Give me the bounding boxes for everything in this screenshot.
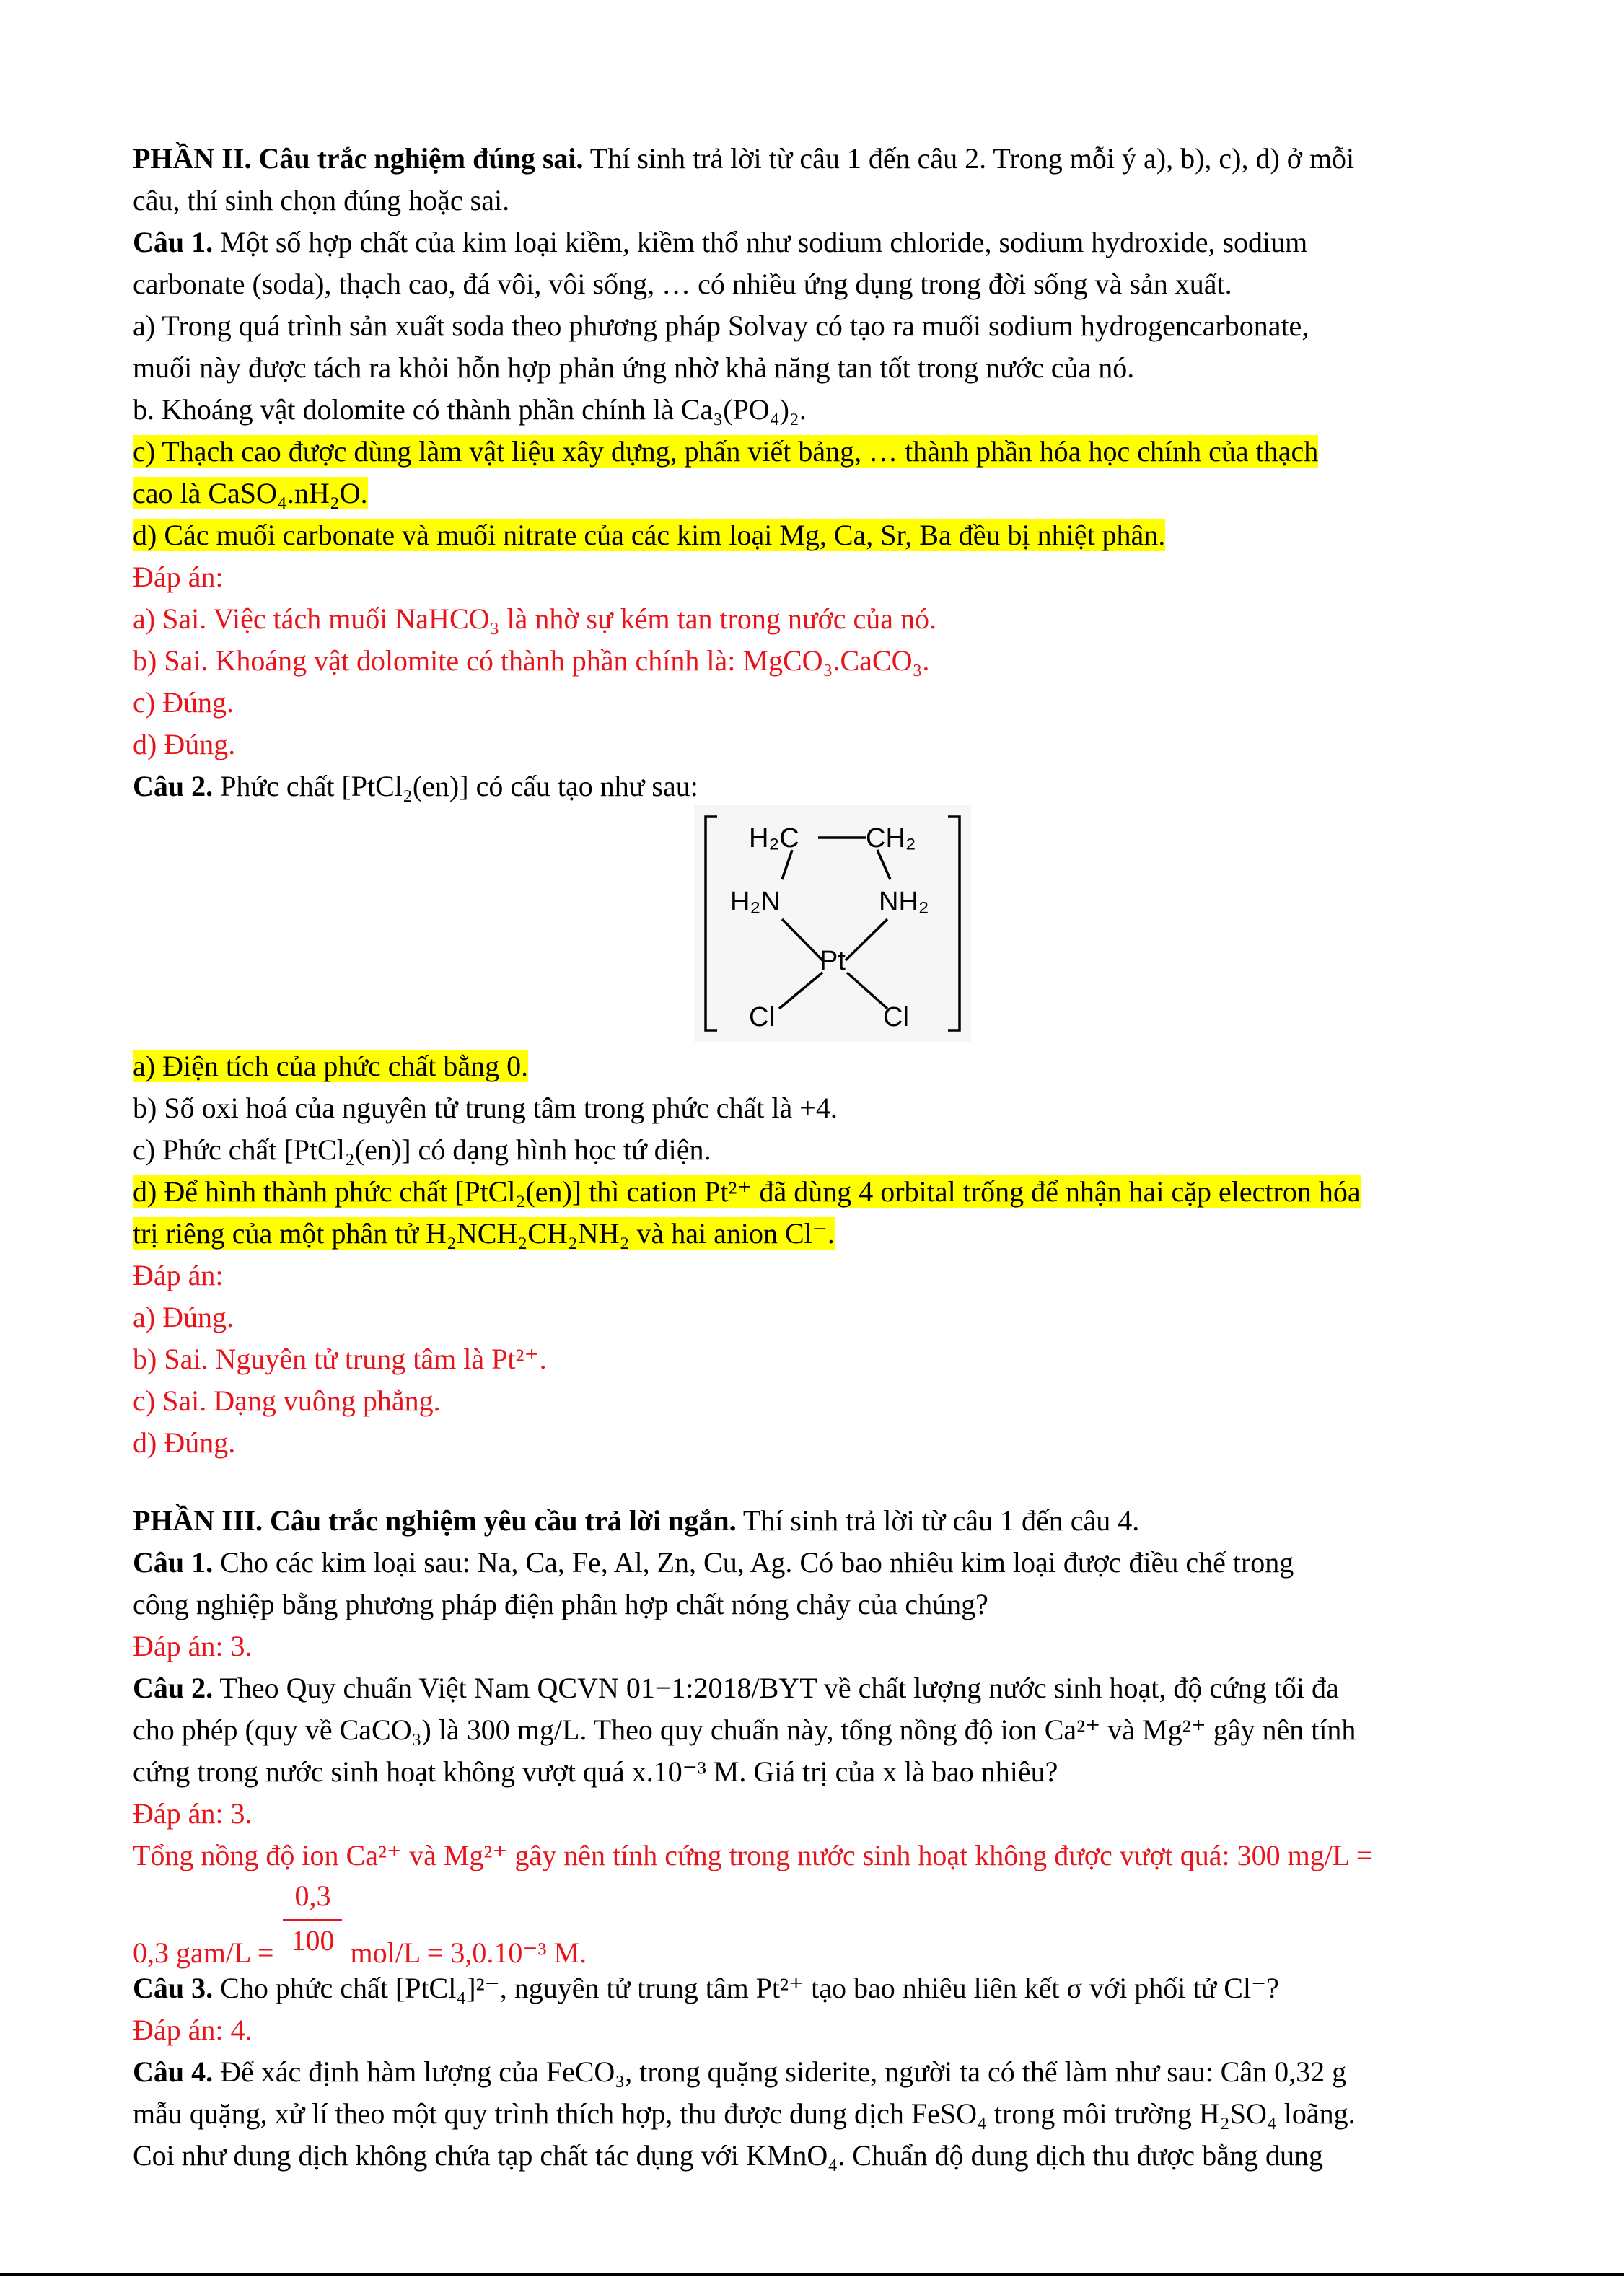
fraction-denominator: 100 xyxy=(291,1924,335,1957)
label-ch2: CH₂ xyxy=(866,823,916,854)
p3-q2-stem-line1 xyxy=(133,1669,1529,1710)
p3-q4-stem-line3: Coi như dung dịch không chứa tạp chất tác dụng với KMnO₄. Chuẩn độ dung dịch thu được bằng dung xyxy=(133,2139,1323,2172)
p2-q2-option-c: c) Phức chất [PtCl₂(en)] có dạng hình học tứ diện. xyxy=(133,1133,711,1166)
p3-q2-explanation-line1: Tổng nồng độ ion Ca²⁺ và Mg²⁺ gây nên tính cứng trong nước sinh hoạt không được vượt quá: 300 mg/L = xyxy=(133,1839,1373,1871)
p2-q1-option-c-line2 xyxy=(133,475,1529,515)
p3-q4-stem: Để xác định hàm lượng của FeCO₃, trong quặng siderite, người ta có thể làm như sau: Cân 0,32 g xyxy=(213,2055,1347,2088)
label-cl-left: Cl xyxy=(749,1002,775,1032)
fraction xyxy=(281,1879,343,1962)
label-h2n: H₂N xyxy=(730,887,781,917)
highlight: trị riêng của một phân tử H₂NCH₂CH₂NH₂ và hai anion Cl⁻. xyxy=(133,1217,835,1250)
p3-q1-answer: Đáp án: 3. xyxy=(133,1630,253,1662)
p3-q3-answer: Đáp án: 4. xyxy=(133,2014,253,2046)
p2-q1-stem: Một số hợp chất của kim loại kiềm, kiềm thổ như sodium chloride, sodium hydroxide, sodium xyxy=(213,226,1308,258)
label-h2c: H₂C xyxy=(749,823,799,854)
p3-q3-stem: Cho phức chất [PtCl₄]²⁻, nguyên tử trung tâm Pt²⁺ tạo bao nhiêu liên kết σ với phối tử Cl⁻? xyxy=(213,1972,1279,2004)
p3-q2-explanation-line2 xyxy=(133,1879,1529,1969)
p2-q1-option-b: b. Khoáng vật dolomite có thành phần chính là Ca₃(PO₄)₂. xyxy=(133,393,807,426)
highlight: d) Các muối carbonate và muối nitrate của các kim loại Mg, Ca, Sr, Ba đều bị nhiệt phân. xyxy=(133,519,1166,551)
p3-q4-stem-line1 xyxy=(133,2053,1529,2094)
p2-q1-option-c-line1 xyxy=(133,433,1529,473)
p2-q2-stem-line xyxy=(133,768,1529,808)
complex-structure-diagram xyxy=(694,805,971,1042)
p3-q1-stem: Cho các kim loại sau: Na, Ca, Fe, Al, Zn, Cu, Ag. Có bao nhiêu kim loại được điều chế trong xyxy=(213,1546,1294,1579)
fraction-numerator: 0,3 xyxy=(294,1879,331,1912)
p2-q1-answer-b: b) Sai. Khoáng vật dolomite có thành phần chính là: MgCO₃.CaCO₃. xyxy=(133,644,930,677)
p3-q1-stem-line1 xyxy=(133,1544,1529,1584)
p3-q2-answer: Đáp án: 3. xyxy=(133,1797,253,1830)
p3-q2-explain-part-a: 0,3 gam/L = xyxy=(133,1936,281,1969)
p2-q1-option-a-line1: a) Trong quá trình sản xuất soda theo phương pháp Solvay có tạo ra muối sodium hydrogencarbonate, xyxy=(133,310,1309,342)
p2-q2-option-d-line1 xyxy=(133,1173,1529,1214)
page-bottom-rule xyxy=(0,2273,1624,2276)
p3-q1-stem-line2: công nghiệp bằng phương pháp điện phân hợp chất nóng chảy của chúng? xyxy=(133,1588,988,1620)
p3-q2-stem-line2: cho phép (quy về CaCO₃) là 300 mg/L. Theo quy chuẩn này, tổng nồng độ ion Ca²⁺ và Mg²⁺ gây nên tính xyxy=(133,1713,1356,1746)
label-cl-right: Cl xyxy=(883,1002,909,1032)
p2-q2-answer-c: c) Sai. Dạng vuông phẳng. xyxy=(133,1385,441,1417)
structure-background xyxy=(694,805,971,1042)
p2-q1-stem-line2: carbonate (soda), thạch cao, đá vôi, vôi sống, … có nhiều ứng dụng trong đời sống và sản xuất. xyxy=(133,268,1232,300)
part3-heading: PHẦN III. Câu trắc nghiệm yêu cầu trả lời ngắn. xyxy=(133,1504,737,1537)
part2-intro: Thí sinh trả lời từ câu 1 đến câu 2. Trong mỗi ý a), b), c), d) ở mỗi xyxy=(583,142,1355,175)
part3-intro-line xyxy=(133,1502,1529,1543)
p2-q2-answer-a: a) Đúng. xyxy=(133,1301,234,1333)
p2-q1-answer-a: a) Sai. Việc tách muối NaHCO₃ là nhờ sự kém tan trong nước của nó. xyxy=(133,602,936,635)
p2-q1-answer-d: d) Đúng. xyxy=(133,728,236,760)
part2-intro-line1 xyxy=(133,140,1529,180)
p2-q1-label: Câu 1. xyxy=(133,226,214,258)
p2-q2-label: Câu 2. xyxy=(133,770,214,802)
label-nh2: NH₂ xyxy=(879,887,929,917)
p2-q1-stem-line1 xyxy=(133,224,1529,264)
p2-q2-option-b: b) Số oxi hoá của nguyên tử trung tâm trong phức chất là +4. xyxy=(133,1092,838,1124)
p2-q2-option-d-line2 xyxy=(133,1215,1529,1255)
p3-q2-explain-part-b: mol/L = 3,0.10⁻³ M. xyxy=(343,1936,587,1969)
highlight: d) Để hình thành phức chất [PtCl₂(en)] thì cation Pt²⁺ đã dùng 4 orbital trống để nhận hai cặp electron hóa xyxy=(133,1175,1361,1208)
part3-intro: Thí sinh trả lời từ câu 1 đến câu 4. xyxy=(736,1504,1140,1537)
p3-q4-stem-line2: mẫu quặng, xử lí theo một quy trình thích hợp, thu được dung dịch FeSO₄ trong môi trường H₂SO₄ loãng. xyxy=(133,2097,1356,2130)
p2-q1-answer-label: Đáp án: xyxy=(133,561,224,593)
p2-q2-answer-d: d) Đúng. xyxy=(133,1426,236,1459)
fraction-bar xyxy=(283,1919,342,1921)
p2-q1-option-a-line2: muối này được tách ra khỏi hỗn hợp phản ứng nhờ khả năng tan tốt trong nước của nó. xyxy=(133,351,1135,384)
p3-q2-label: Câu 2. xyxy=(133,1672,214,1704)
label-pt: Pt xyxy=(820,946,846,976)
p3-q2-stem-line3: cứng trong nước sinh hoạt không vượt quá x.10⁻³ M. Giá trị của x là bao nhiêu? xyxy=(133,1755,1058,1788)
part2-intro-line2: câu, thí sinh chọn đúng hoặc sai. xyxy=(133,184,510,216)
p3-q2-stem: Theo Quy chuẩn Việt Nam QCVN 01−1:2018/BYT về chất lượng nước sinh hoạt, độ cứng tối đa xyxy=(213,1672,1339,1704)
highlight: c) Thạch cao được dùng làm vật liệu xây dựng, phấn viết bảng, … thành phần hóa học chính của thạch xyxy=(133,435,1319,468)
p2-q2-answer-b: b) Sai. Nguyên tử trung tâm là Pt²⁺. xyxy=(133,1343,547,1375)
p2-q2-answer-label: Đáp án: xyxy=(133,1259,224,1291)
highlight: cao là CaSO₄.nH₂O. xyxy=(133,477,368,509)
p3-q3-label: Câu 3. xyxy=(133,1972,214,2004)
p3-q3-stem-line xyxy=(133,1970,1529,2010)
p2-q1-option-d xyxy=(133,517,1529,557)
p3-q1-label: Câu 1. xyxy=(133,1546,214,1579)
part2-heading: PHẦN II. Câu trắc nghiệm đúng sai. xyxy=(133,142,584,175)
p2-q1-answer-c: c) Đúng. xyxy=(133,686,234,719)
highlight: a) Điện tích của phức chất bằng 0. xyxy=(133,1050,529,1082)
p2-q2-option-a xyxy=(133,1048,1529,1088)
p2-q2-stem: Phức chất [PtCl₂(en)] có cấu tạo như sau: xyxy=(213,770,698,802)
p3-q4-label: Câu 4. xyxy=(133,2055,214,2088)
